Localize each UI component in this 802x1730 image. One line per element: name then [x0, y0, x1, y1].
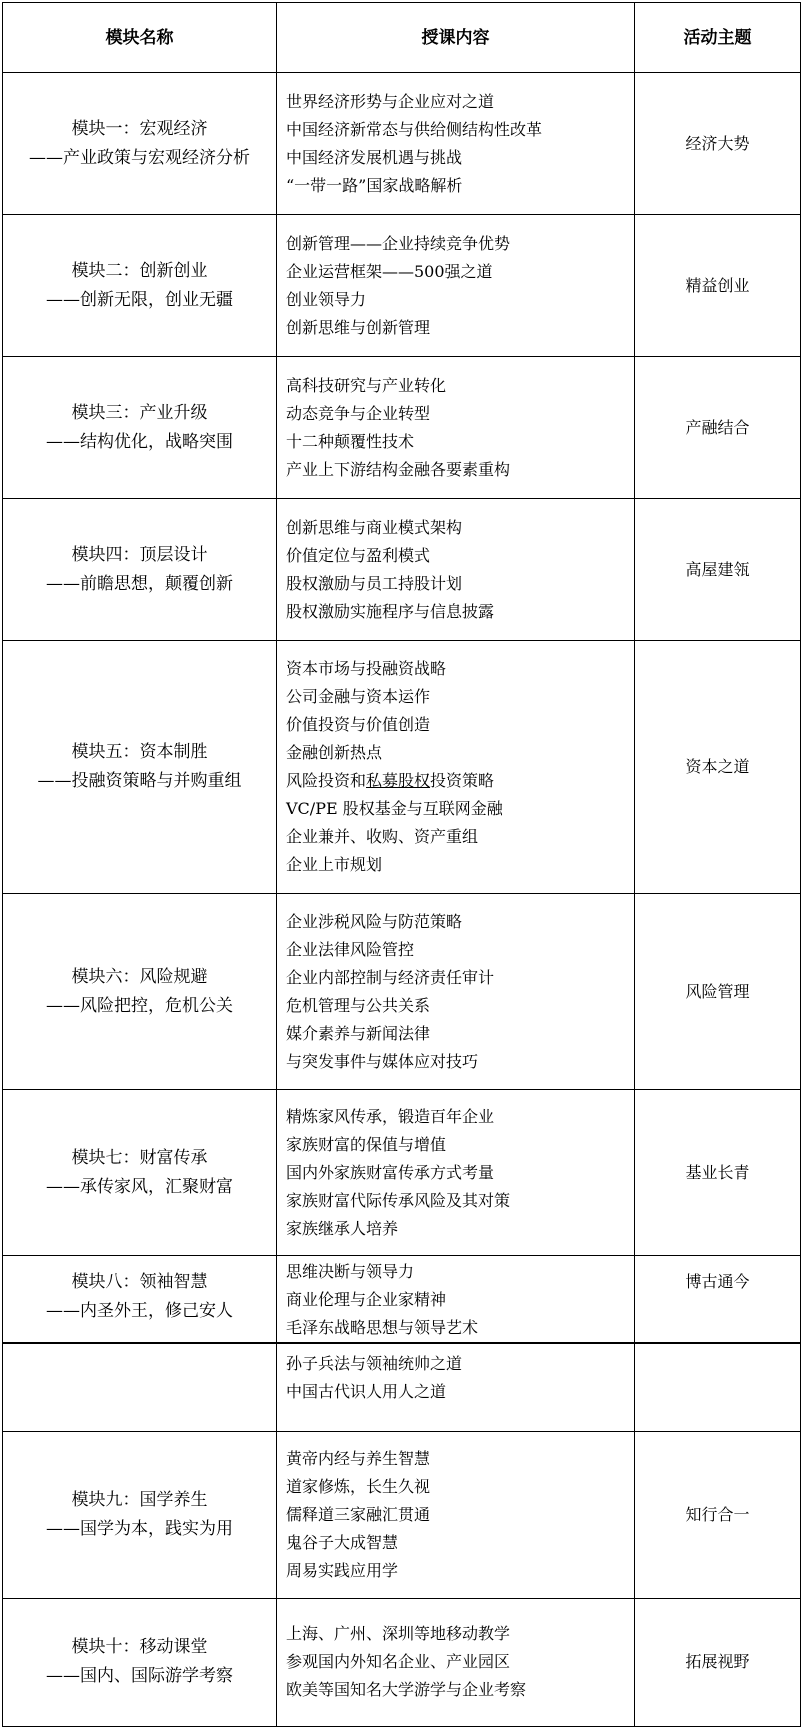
list-item: 高科技研究与产业转化	[286, 375, 447, 395]
list-item: 股权激励实施程序与信息披露	[286, 601, 495, 621]
list-item: 国内外家族财富传承方式考量	[286, 1162, 495, 1182]
list-item: 资本市场与投融资战略	[286, 659, 447, 678]
list-item: 创新管理——企业持续竞争优势	[286, 233, 511, 253]
list-item: 十二种颠覆性技术	[286, 431, 415, 451]
list-item-text: 投资策略	[430, 771, 495, 790]
list-item: 危机管理与公共关系	[286, 995, 431, 1015]
list-item: 媒介素养与新闻法律	[286, 1023, 431, 1043]
list-item: 价值定位与盈利模式	[286, 545, 431, 565]
theme-cell: 拓展视野	[635, 1598, 801, 1726]
module-cell	[3, 73, 277, 215]
header-row	[3, 3, 801, 73]
table-row	[3, 1090, 801, 1256]
list-item: 创新思维与创新管理	[286, 317, 431, 337]
list-item: 企业运营框架——500强之道	[286, 261, 493, 281]
table-row	[3, 1598, 801, 1726]
list-item: 股权激励与员工持股计划	[286, 573, 463, 593]
list-item: 金融创新热点	[286, 743, 383, 762]
list-item: 上海、广州、深圳等地移动教学	[286, 1624, 511, 1643]
module-title: 模块八：领袖智慧	[71, 1272, 208, 1292]
content-cell	[277, 1598, 635, 1726]
list-item: 产业上下游结构金融各要素重构	[286, 459, 511, 479]
list-item: 公司金融与资本运作	[286, 687, 431, 706]
list-item: 家族财富代际传承风险及其对策	[286, 1190, 511, 1210]
list-item: 企业法律风险管控	[286, 939, 415, 959]
list-item: 动态竞争与企业转型	[286, 403, 431, 423]
module-title: 模块一：宏观经济	[71, 118, 208, 139]
module-cell	[3, 641, 277, 894]
content-cell	[277, 641, 635, 894]
list-item: 家族继承人培养	[286, 1218, 399, 1238]
module-subtitle: ——创新无限，创业无疆	[46, 289, 233, 310]
module-title: 模块十：移动课堂	[71, 1637, 208, 1657]
content-cell	[277, 357, 635, 499]
list-item: 道家修炼，长生久视	[286, 1476, 431, 1496]
module-cell	[3, 1598, 277, 1726]
content-cell	[277, 894, 635, 1090]
module-subtitle: ——产业政策与宏观经济分析	[29, 147, 250, 168]
module-title: 模块二：创新创业	[71, 260, 208, 281]
list-item: 世界经济形势与企业应对之道	[286, 91, 495, 111]
content-cell	[277, 1343, 635, 1431]
module-cell	[3, 1090, 277, 1256]
list-item: 企业内部控制与经济责任审计	[286, 967, 495, 987]
module-cell	[3, 1431, 277, 1598]
theme-cell-empty	[635, 1343, 801, 1431]
module-title: 模块九：国学养生	[71, 1489, 208, 1510]
list-item: VC/PE 股权基金与互联网金融	[286, 799, 503, 818]
list-item: 企业涉税风险与防范策略	[286, 911, 463, 931]
list-item: 中国古代识人用人之道	[286, 1382, 447, 1401]
list-item: 参观国内外知名企业、产业园区	[286, 1652, 511, 1671]
list-item-underlined-text: 私募股权	[366, 771, 431, 790]
module-cell	[3, 1256, 277, 1344]
header-course-content: 授课内容	[277, 3, 635, 73]
list-item: 中国经济发展机遇与挑战	[286, 147, 463, 167]
list-item: 创业领导力	[286, 289, 367, 309]
list-item: 精炼家风传承，锻造百年企业	[286, 1106, 495, 1126]
list-item: 黄帝内经与养生智慧	[286, 1448, 431, 1468]
module-title: 模块六：风险规避	[71, 966, 208, 987]
module-cell	[3, 215, 277, 357]
list-item-text: 风险投资和	[286, 771, 367, 790]
module-title: 模块五：资本制胜	[71, 742, 208, 762]
list-item: 中国经济新常态与供给侧结构性改革	[286, 119, 543, 139]
table-row	[3, 641, 801, 894]
table-row	[3, 73, 801, 215]
module-title: 模块三：产业升级	[71, 402, 208, 423]
content-cell	[277, 73, 635, 215]
table-row	[3, 894, 801, 1090]
list-item: 孙子兵法与领袖统帅之道	[286, 1354, 463, 1373]
module-cell	[3, 894, 277, 1090]
list-item: 企业兼并、收购、资产重组	[286, 827, 479, 846]
module-subtitle: ——前瞻思想，颠覆创新	[46, 573, 233, 594]
list-item: 创新思维与商业模式架构	[286, 517, 463, 537]
list-item: 价值投资与价值创造	[286, 715, 431, 734]
theme-cell: 博古通今	[635, 1256, 801, 1344]
table-row	[3, 1343, 801, 1431]
list-item: 周易实践应用学	[286, 1560, 399, 1580]
module-subtitle: ——国学为本，践实为用	[46, 1518, 233, 1539]
module-title: 模块七：财富传承	[71, 1147, 208, 1168]
theme-cell: 精益创业	[635, 215, 801, 357]
list-item: 欧美等国知名大学游学与企业考察	[286, 1680, 527, 1699]
content-cell	[277, 499, 635, 641]
module-subtitle: ——结构优化，战略突围	[46, 431, 233, 452]
content-cell	[277, 1431, 635, 1598]
table-row	[3, 1256, 801, 1344]
module-subtitle: ——承传家风，汇聚财富	[46, 1176, 233, 1197]
module-cell-empty	[3, 1343, 277, 1431]
header-module-name: 模块名称	[3, 3, 277, 73]
list-item: 儒释道三家融汇贯通	[286, 1504, 431, 1524]
module-subtitle: ——风险把控，危机公关	[46, 995, 233, 1016]
module-cell	[3, 357, 277, 499]
module-subtitle: ——国内、国际游学考察	[46, 1666, 233, 1686]
curriculum-table	[2, 2, 801, 1727]
content-cell	[277, 1256, 635, 1344]
module-subtitle: ——投融资策略与并购重组	[37, 771, 242, 791]
list-item	[286, 767, 634, 795]
theme-cell: 知行合一	[635, 1431, 801, 1598]
table-row	[3, 1431, 801, 1598]
table-row	[3, 499, 801, 641]
list-item: “一带一路”国家战略解析	[286, 175, 463, 195]
header-activity-theme: 活动主题	[635, 3, 801, 73]
module-cell	[3, 499, 277, 641]
list-item: 思维决断与领导力	[286, 1262, 415, 1281]
module-subtitle: ——内圣外王，修己安人	[46, 1301, 233, 1321]
theme-cell: 经济大势	[635, 73, 801, 215]
content-cell	[277, 215, 635, 357]
list-item: 毛泽东战略思想与领导艺术	[286, 1318, 479, 1337]
theme-cell: 高屋建瓴	[635, 499, 801, 641]
list-item: 商业伦理与企业家精神	[286, 1290, 447, 1309]
theme-cell: 基业长青	[635, 1090, 801, 1256]
theme-cell: 资本之道	[635, 641, 801, 894]
module-title: 模块四：顶层设计	[71, 544, 208, 565]
table-row	[3, 357, 801, 499]
list-item: 企业上市规划	[286, 855, 383, 874]
table-row	[3, 215, 801, 357]
list-item: 与突发事件与媒体应对技巧	[286, 1051, 479, 1071]
list-item: 鬼谷子大成智慧	[286, 1532, 399, 1552]
content-cell	[277, 1090, 635, 1256]
list-item: 家族财富的保值与增值	[286, 1134, 447, 1154]
theme-cell: 风险管理	[635, 894, 801, 1090]
theme-cell: 产融结合	[635, 357, 801, 499]
